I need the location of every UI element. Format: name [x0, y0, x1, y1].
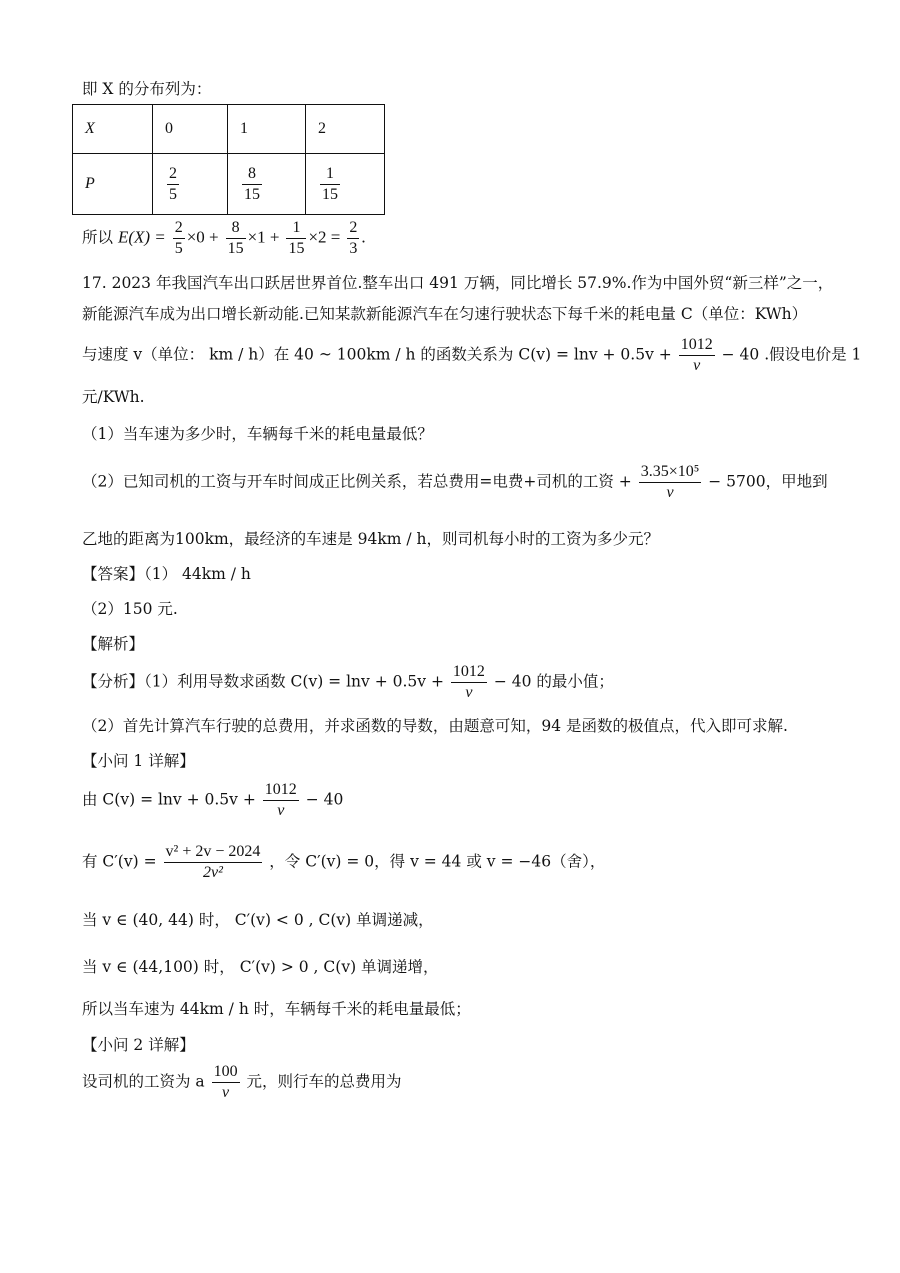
table-cell: 0	[153, 105, 228, 154]
sub1-line-2: 有 C′(v) = $\frac{\text{v² + 2v − 2024}}{\text{2v²}}$ ，令 C′(v) = 0，得 v = 44 或 v = −46（舍），	[82, 843, 606, 881]
question-2-cont: 乙地的距离为100km，最经济的车速是 94km / h，则司机每小时的工资为多少元？	[82, 530, 659, 548]
table-cell: X	[73, 105, 153, 154]
table-cell: P	[73, 154, 153, 215]
fraction: $\frac{8}{15}$	[227, 219, 244, 257]
fraction: $\frac{2}{3}$	[349, 219, 358, 257]
fraction: $\frac{1012}{v}$	[452, 663, 485, 701]
table-row	[73, 154, 385, 215]
sub1-title: 【小问 1 详解】	[82, 752, 195, 770]
sub2-line-1: 设司机的工资为 a $\frac{100}{v}$ 元，则行车的总费用为	[82, 1063, 402, 1101]
problem-line-3: 与速度 v（单位： km / h）在 40 ~ 100km / h 的函数关系为 C(v) = lnv + 0.5v + $\frac{1012}{v}$ − 40 .假设电价是 1	[82, 336, 862, 374]
fraction: $\frac{2}{5}$	[174, 219, 183, 257]
analysis-label: 【解析】	[82, 635, 145, 653]
problem-line-4: 元/KWh.	[82, 388, 145, 406]
question-1: （1）当车速为多少时，车辆每千米的耗电量最低？	[82, 425, 433, 443]
answer-line: 【答案】（1） 44km / h	[82, 565, 251, 583]
answer-part-2: （2）150 元.	[82, 600, 178, 618]
fraction: $\frac{1012}{v}$	[264, 781, 297, 819]
table-cell	[228, 154, 306, 215]
table-cell: 1	[228, 105, 306, 154]
table-cell	[153, 154, 228, 215]
fraction: $\frac{\text{v² + 2v − 2024}}{\text{2v²}}$	[165, 843, 261, 881]
sub2-title: 【小问 2 详解】	[82, 1036, 195, 1054]
fraction: $\frac{100}{v}$	[213, 1063, 238, 1101]
fenxi-line-1: 【分析】（1）利用导数求函数 C(v) = lnv + 0.5v + $\frac{1012}{v}$ − 40 的最小值；	[82, 663, 614, 701]
table-cell: 2	[306, 105, 385, 154]
question-2: （2）已知司机的工资与开车时间成正比例关系，若总费用=电费+司机的工资 + $\frac{\text{3.35×10⁵}}{v}$ − 5700，甲地到	[82, 463, 828, 501]
fraction: $\frac{2}{5}$	[169, 164, 177, 203]
fenxi-line-2: （2）首先计算汽车行驶的总费用，并求函数的导数，由题意可知，94 是函数的极值点，代入即可求解.	[82, 717, 788, 735]
sub1-line-1: 由 C(v) = lnv + 0.5v + $\frac{1012}{v}$ − 40	[82, 781, 344, 819]
fraction: $\frac{1}{15}$	[322, 164, 338, 203]
problem-line-1: 17. 2023 年我国汽车出口跃居世界首位.整车出口 491 万辆，同比增长 57.9%.作为中国外贸“新三样”之一，	[82, 274, 834, 292]
fraction: $\frac{1012}{v}$	[680, 336, 713, 374]
fraction: $\frac{\text{3.35×10⁵}}{v}$	[640, 463, 700, 501]
expectation-line: 所以 E(X) = $\frac{2}{5}$ ×0 + $\frac{8}{15}$ ×1 + $\frac{1}{15}$ ×2 = $\frac{2}{3}$ .	[82, 219, 366, 257]
problem-line-2: 新能源汽车成为出口增长新动能.已知某款新能源汽车在匀速行驶状态下每千米的耗电量 C（单位：KWh）	[82, 305, 808, 323]
table-row	[73, 105, 385, 154]
distribution-table	[72, 104, 385, 215]
sub1-line-5: 所以当车速为 44km / h 时，车辆每千米的耗电量最低；	[82, 1000, 471, 1018]
sub1-line-4: 当 v ∈ (44,100) 时， C′(v) > 0 , C(v) 单调递增，	[82, 958, 439, 976]
fraction: $\frac{8}{15}$	[244, 164, 260, 203]
fraction: $\frac{1}{15}$	[288, 219, 305, 257]
intro-text: 即 X 的分布列为：	[82, 80, 212, 98]
sub1-line-3: 当 v ∈ (40, 44) 时， C′(v) < 0 , C(v) 单调递减，	[82, 911, 434, 929]
table-cell	[306, 154, 385, 215]
